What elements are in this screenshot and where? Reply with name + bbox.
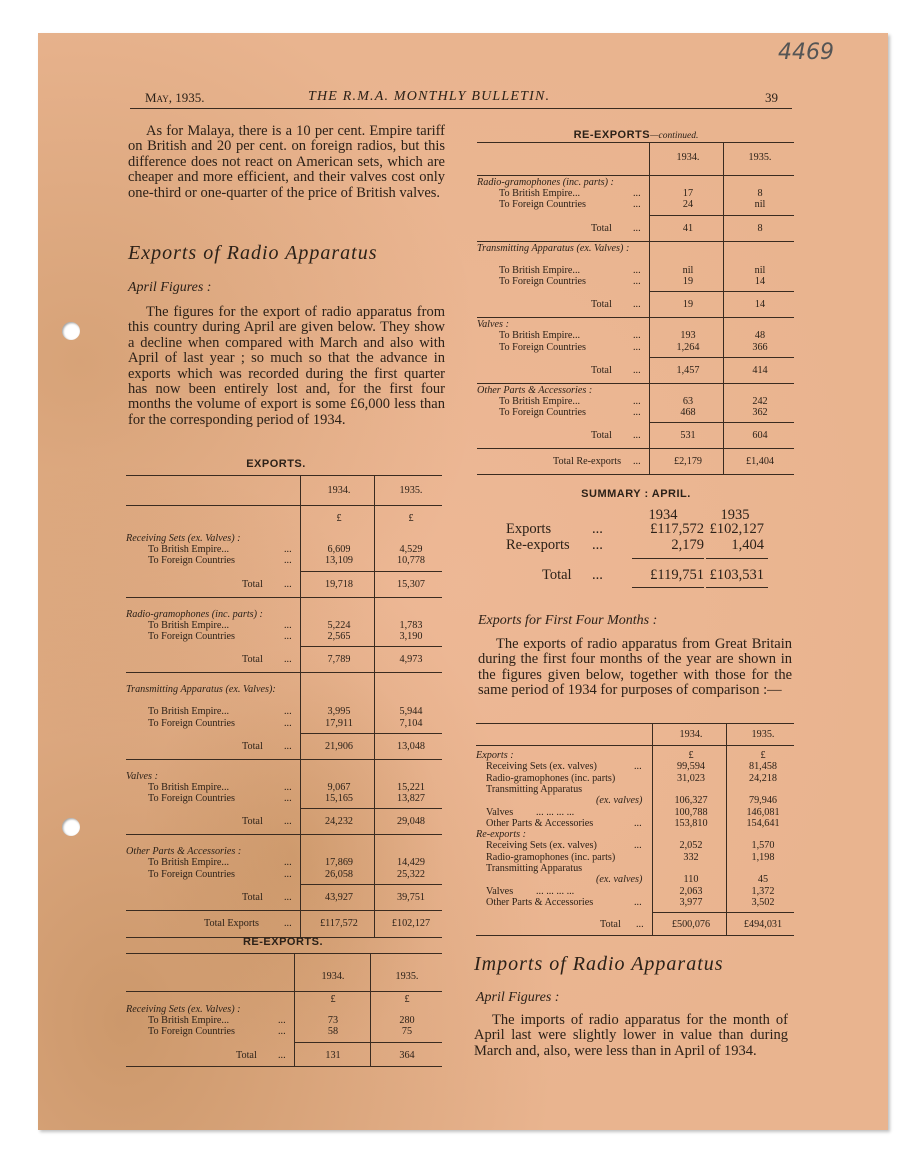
row-value-1935: 146,081 [746, 806, 780, 818]
row-value-1935: 7,104 [399, 717, 423, 729]
row-label: To Foreign Countries [499, 275, 587, 287]
total-label: Total [591, 430, 612, 442]
unit-label: £ [336, 513, 342, 524]
total-label: Total [242, 892, 263, 903]
punch-hole [62, 322, 80, 340]
total-dots: ... [284, 654, 292, 666]
grand-total-label: Total Re-exports [553, 456, 622, 468]
row-dots: ... [284, 857, 292, 869]
row-dots: ... [284, 868, 292, 880]
table-rule [649, 215, 794, 216]
row-value-1934: 1,264 [676, 341, 700, 353]
column-rule [370, 953, 371, 1066]
summary-value-1934: £117,572 [650, 521, 704, 537]
row-label: To Foreign Countries [499, 199, 587, 211]
row-dots: ... [633, 341, 641, 353]
row-value-1935: 4,529 [399, 544, 423, 555]
unit-label: £ [408, 513, 414, 524]
table-rule [126, 759, 442, 760]
row-value-1934: 9,067 [327, 781, 351, 793]
row-dots: ... [634, 817, 642, 829]
reexports-table-title: RE-EXPORTS. [242, 936, 324, 948]
total-value-1934: 531 [680, 430, 696, 442]
intro-paragraph: As for Malaya, there is a 10 per cent. Empire tariff on British and 20 per cent. on foreign radios, but this difference does not react on American sets, which are cheaper and more efficient, and their valves cost only one-third or one-quarter of the price of British valves. [128, 123, 445, 201]
handwritten-number: 4469 [778, 40, 834, 65]
row-value-1934: 106,327 [674, 795, 708, 807]
column-rule [294, 953, 295, 1066]
row-label: To British Empire... [148, 857, 230, 869]
column-rule [652, 723, 653, 935]
row-value-1934: 24 [682, 199, 694, 211]
row-label: To British Empire... [148, 781, 230, 793]
table-rule [126, 834, 442, 835]
row-value-1935: 45 [757, 874, 769, 886]
table-rule [126, 597, 442, 598]
col-header-1934: 1934. [679, 729, 703, 740]
row-dots: ... [284, 544, 292, 555]
total-label: Total [591, 222, 612, 234]
table-rule [649, 291, 794, 292]
row-label: Receiving Sets (ex. valves) [486, 840, 597, 852]
row-value-1934: 3,977 [679, 896, 703, 908]
row-dots: ... [633, 395, 641, 407]
row-dots: ... [284, 717, 292, 729]
row-value-1935: nil [754, 264, 766, 276]
row-value-1935: 8 [757, 188, 763, 199]
reexports-left-table [126, 953, 442, 1073]
total-dots: ... [284, 740, 292, 752]
row-dots: ... [634, 896, 642, 908]
row-value-1934: 13,109 [324, 555, 353, 567]
row-dots: ... [284, 619, 292, 631]
row-label: To Foreign Countries [148, 793, 236, 805]
total-value-1935: 364 [399, 1049, 415, 1061]
row-value-1935: 14,429 [396, 857, 425, 869]
summary-total-label: Total [542, 567, 572, 583]
group-label: Radio-gramophones (inc. parts) : [477, 177, 614, 188]
table-rule [632, 558, 704, 559]
total-dots: ... [633, 430, 641, 442]
col-header-1935: 1935. [395, 971, 419, 982]
row-value-1935: 3,190 [399, 630, 423, 642]
total-value-1935: 8 [757, 222, 763, 234]
group-label: Other Parts & Accessories : [126, 846, 242, 858]
table-rule [126, 672, 442, 673]
total-value-1935: 29,048 [396, 816, 425, 828]
row-dots: ... [284, 781, 292, 793]
row-value-1935: 5,944 [399, 706, 423, 718]
row-dots: ... [633, 275, 641, 287]
total-value-1935: 13,048 [396, 740, 425, 752]
table-rule [300, 808, 442, 809]
row-value-1934: 58 [327, 1026, 339, 1038]
row-dots: ... [633, 330, 641, 342]
column-rule [300, 475, 301, 937]
summary-col-1935: 1935 [720, 507, 750, 523]
table-rule [652, 912, 794, 913]
total-dots: ... [633, 364, 641, 376]
unit-label: £ [688, 750, 694, 761]
imports-subheading: April Figures : [476, 990, 560, 1005]
row-value-1935: nil [754, 199, 766, 211]
row-value-1935: 362 [752, 407, 768, 419]
reexports-right-table [477, 142, 794, 472]
row-dots: ... [284, 706, 292, 718]
total-value-1934: 41 [682, 222, 694, 234]
row-dots: ... [634, 840, 642, 852]
row-value-1935: 25,322 [396, 868, 425, 880]
table-rule [126, 953, 442, 954]
table-rule [476, 935, 794, 936]
total-value-1935: 4,973 [399, 654, 423, 666]
column-rule [649, 142, 650, 474]
four-months-paragraph: The exports of radio apparatus from Great Britain during the first four months of the year are shown in the figures given below, together with those for the same period of 1934 for purposes of comparison :— [478, 636, 792, 699]
col-header-1935: 1935. [399, 485, 423, 496]
group-label: Transmitting Apparatus (ex. Valves): [126, 684, 276, 696]
unit-label: £ [330, 994, 336, 1005]
grand-total-1935: £102,127 [391, 918, 431, 929]
row-value-1935: 24,218 [748, 772, 777, 784]
row-value-1935: 13,827 [396, 793, 425, 805]
total-label: Total [242, 740, 263, 752]
group-label: Re-exports : [476, 829, 527, 841]
table-rule [476, 745, 794, 746]
row-value-1935: 81,458 [748, 761, 777, 773]
row-value-1934: 31,023 [676, 772, 705, 784]
table-rule [476, 723, 794, 724]
table-rule [477, 474, 794, 475]
table-rule [477, 142, 794, 143]
table-rule [632, 587, 704, 588]
four-months-table [476, 723, 794, 933]
row-value-1935: 75 [401, 1026, 413, 1038]
row-value-1934: 26,058 [324, 868, 353, 880]
summary-total-dots: ... [592, 567, 603, 583]
unit-label: £ [760, 750, 766, 761]
col-header-1934: 1934. [327, 485, 351, 496]
row-dots: ... ... ... ... [536, 885, 575, 897]
header-rule [130, 108, 792, 109]
row-label: (ex. valves) [596, 874, 643, 886]
row-label: To Foreign Countries [148, 717, 236, 729]
total-dots: ... [284, 892, 292, 903]
total-value-1934: 1,457 [676, 364, 700, 376]
row-dots: ... [284, 555, 292, 567]
row-value-1934: 5,224 [327, 619, 351, 631]
row-value-1934: 15,165 [324, 793, 353, 805]
table-rule [477, 383, 794, 384]
page-number: 39 [765, 90, 778, 105]
row-value-1935: 14 [754, 275, 766, 287]
row-value-1935: 3,502 [751, 896, 775, 908]
table-rule [300, 884, 442, 885]
row-dots: ... [633, 407, 641, 419]
row-dots: ... [633, 264, 641, 276]
total-value-1934: 21,906 [324, 740, 353, 752]
summary-table [478, 506, 794, 598]
row-dots: ... [634, 761, 642, 773]
row-dots: ... ... ... ... [536, 806, 575, 818]
table-rule [126, 991, 442, 992]
summary-total-1934: £119,751 [650, 567, 704, 583]
group-label: Other Parts & Accessories : [477, 384, 593, 396]
summary-row-label: Re-exports [506, 537, 570, 553]
table-rule [706, 587, 768, 588]
total-value-1934: 131 [325, 1049, 341, 1061]
row-label: To British Empire... [148, 544, 230, 555]
row-value-1935: 1,783 [399, 619, 423, 631]
column-rule [374, 475, 375, 937]
total-dots: ... [284, 578, 292, 590]
table-rule [300, 646, 442, 647]
total-label: Total [591, 364, 612, 376]
total-dots: ... [278, 1049, 286, 1061]
table-rule [706, 558, 768, 559]
row-value-1935: 280 [399, 1015, 415, 1026]
row-dots: ... [633, 199, 641, 211]
row-label: To British Empire... [148, 706, 230, 718]
row-value-1934: 110 [683, 874, 699, 886]
row-label: To British Empire... [148, 1015, 230, 1026]
row-label: To British Empire... [148, 619, 230, 631]
row-value-1934: 17 [682, 188, 694, 199]
row-label: To British Empire... [499, 188, 581, 199]
group-label: Valves : [126, 770, 158, 782]
total-value-1934: 19 [682, 299, 694, 311]
row-value-1934: 2,052 [679, 840, 703, 852]
row-label: To Foreign Countries [148, 1026, 236, 1038]
column-rule [723, 142, 724, 474]
row-value-1934: 17,869 [324, 857, 353, 869]
row-value-1934: 73 [327, 1015, 339, 1026]
total-dots: ... [284, 816, 292, 828]
row-value-1935: 1,570 [751, 840, 775, 852]
row-value-1935: 242 [752, 395, 768, 407]
total-value-1935: 39,751 [396, 892, 425, 903]
table-rule [649, 422, 794, 423]
table-rule [126, 1066, 442, 1067]
unit-label: £ [404, 994, 410, 1005]
group-label: Valves : [477, 319, 509, 331]
total-value-1935: 604 [752, 430, 768, 442]
summary-row-dots: ... [592, 537, 603, 553]
row-label: Valves [486, 806, 514, 818]
row-dots: ... [633, 188, 641, 199]
summary-row-label: Exports [506, 521, 552, 537]
row-dots: ... [284, 630, 292, 642]
row-value-1934: 3,995 [327, 706, 351, 718]
summary-value-1935: 1,404 [731, 537, 764, 553]
row-label: Receiving Sets (ex. valves) [486, 761, 597, 773]
table-rule [300, 733, 442, 734]
total-value-1935: 414 [752, 364, 768, 376]
exports-table-title: EXPORTS. [246, 458, 306, 470]
row-label: Transmitting Apparatus [486, 783, 583, 795]
header-date: May, 1935. [145, 90, 205, 105]
row-value-1934: 2,063 [679, 885, 703, 897]
column-rule [726, 723, 727, 935]
table-rule [477, 175, 794, 176]
row-value-1935: 15,221 [396, 781, 425, 793]
total-value-1934: 7,789 [327, 654, 351, 666]
total-label: Total [236, 1049, 257, 1061]
table-rule [477, 317, 794, 318]
grand-total-dots: ... [284, 918, 292, 929]
row-value-1934: 17,911 [325, 717, 353, 729]
row-label: Radio-gramophones (inc. parts) [486, 772, 616, 784]
group-label: Receiving Sets (ex. Valves) : [126, 1004, 241, 1015]
row-dots: ... [284, 793, 292, 805]
exports-heading: Exports of Radio Apparatus [128, 242, 378, 264]
row-value-1934: 2,565 [327, 630, 351, 642]
row-value-1934: 153,810 [674, 817, 708, 829]
col-header-1935: 1935. [748, 152, 772, 163]
group-label: Transmitting Apparatus (ex. Valves) : [477, 242, 630, 254]
row-label: Other Parts & Accessories [486, 817, 594, 829]
col-header-1934: 1934. [676, 152, 700, 163]
exports-paragraph: The figures for the export of radio apparatus from this country during April are given below. They show a decline when compared with March and also with April of last year ; so much so that the advance in exports which was recorded during the first quarter has now been entirely lost and, for the first four months the volume of export is some £6,000 less than for the corresponding period of 1934. [128, 304, 445, 428]
row-label: To Foreign Countries [499, 341, 587, 353]
total-dots: ... [633, 222, 641, 234]
row-value-1934: 468 [680, 407, 696, 419]
table-rule [294, 1042, 442, 1043]
summary-value-1934: 2,179 [671, 537, 704, 553]
total-value-1935: 14 [754, 299, 766, 311]
col-header-1934: 1934. [321, 971, 345, 982]
row-dots: ... [278, 1026, 286, 1038]
row-label: To British Empire... [499, 264, 581, 276]
total-dots: ... [633, 299, 641, 311]
grand-total-label: Total Exports [204, 918, 260, 929]
row-label: To British Empire... [499, 395, 581, 407]
four-months-subheading: Exports for First Four Months : [478, 613, 658, 628]
summary-value-1935: £102,127 [709, 521, 764, 537]
grand-total-1934: £2,179 [673, 456, 702, 468]
imports-paragraph: The imports of radio apparatus for the month of April last were slightly lower in value than during March and, also, were less than in April of 1934. [474, 1012, 788, 1059]
total-label: Total [591, 299, 612, 311]
total-value-1935: 15,307 [396, 578, 425, 590]
row-value-1934: 99,594 [676, 761, 705, 773]
row-label: To British Empire... [499, 330, 581, 342]
grand-total-1935: £1,404 [745, 456, 774, 468]
grand-total-1934: £117,572 [320, 918, 358, 929]
row-label: To Foreign Countries [148, 555, 236, 567]
table-rule [649, 357, 794, 358]
row-value-1935: 154,641 [746, 817, 780, 829]
row-label: (ex. valves) [596, 795, 643, 807]
row-value-1935: 366 [752, 341, 768, 353]
row-value-1935: 1,372 [751, 885, 775, 897]
punch-hole [62, 818, 80, 836]
row-value-1934: 63 [682, 395, 694, 407]
exports-table [126, 475, 442, 929]
row-value-1934: 19 [682, 275, 694, 287]
row-label: To Foreign Countries [499, 407, 587, 419]
row-value-1935: 1,198 [751, 851, 775, 863]
header-title: THE R.M.A. MONTHLY BULLETIN. [308, 89, 551, 104]
table-rule [477, 241, 794, 242]
row-dots: ... [278, 1015, 286, 1026]
col-header-1935: 1935. [751, 729, 775, 740]
table-rule [300, 571, 442, 572]
row-label: Valves [486, 885, 514, 897]
summary-row-dots: ... [592, 521, 603, 537]
total-label: Total [242, 578, 263, 590]
total-value-1934: 19,718 [324, 578, 353, 590]
summary-title: SUMMARY : APRIL. [581, 488, 691, 500]
row-value-1934: 193 [680, 330, 696, 342]
row-value-1934: nil [682, 264, 694, 276]
row-value-1934: 332 [683, 851, 699, 863]
exports-subheading: April Figures : [128, 280, 212, 295]
row-value-1934: 100,788 [674, 806, 708, 818]
grand-total-dots: ... [633, 456, 641, 468]
total-value-1935: £494,031 [743, 919, 783, 931]
summary-col-1934: 1934 [648, 507, 678, 523]
group-label: Exports : [476, 750, 514, 761]
row-value-1935: 48 [754, 330, 766, 342]
group-label: Radio-gramophones (inc. parts) : [126, 608, 263, 620]
table-rule [477, 448, 794, 449]
total-value-1934: £500,076 [671, 919, 711, 931]
row-label: To Foreign Countries [148, 868, 236, 880]
imports-heading: Imports of Radio Apparatus [474, 953, 724, 975]
reexports-continued-title: RE-EXPORTS—continued. [573, 129, 699, 141]
table-rule [126, 910, 442, 911]
total-label: Total [242, 816, 263, 828]
total-value-1934: 43,927 [324, 892, 353, 903]
table-rule [126, 475, 442, 476]
row-value-1935: 10,778 [396, 555, 425, 567]
total-value-1934: 24,232 [324, 816, 353, 828]
row-label: Other Parts & Accessories [486, 896, 594, 908]
total-dots: ... [636, 919, 644, 931]
row-label: Radio-gramophones (inc. parts) [486, 851, 616, 863]
row-value-1935: 79,946 [748, 795, 777, 807]
row-label: To Foreign Countries [148, 630, 236, 642]
total-label: Total [242, 654, 263, 666]
row-value-1934: 6,609 [327, 544, 351, 555]
summary-total-1935: £103,531 [709, 567, 764, 583]
group-label: Receiving Sets (ex. Valves) : [126, 533, 241, 544]
total-label: Total [600, 919, 621, 931]
table-rule [126, 505, 442, 506]
row-label: Transmitting Apparatus [486, 863, 583, 874]
